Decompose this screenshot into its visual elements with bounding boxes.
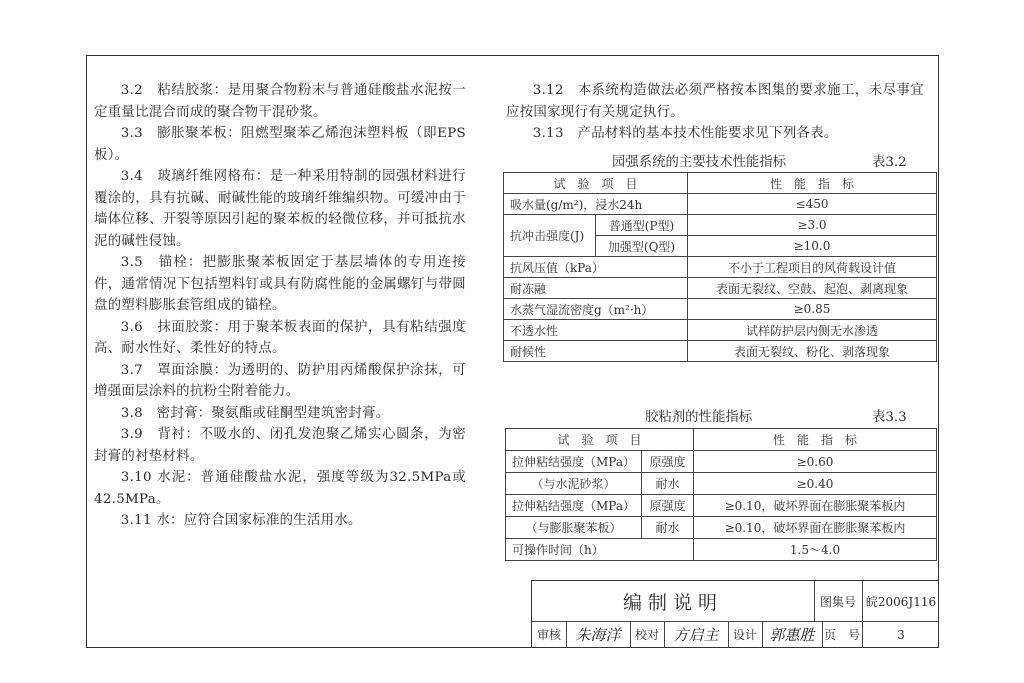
table-cell: 耐水 <box>642 473 694 495</box>
table-cell: 普通型(P型) <box>596 215 688 236</box>
table-cell: ≥0.85 <box>688 299 937 320</box>
table-3-2-caption: 园强系统的主要技术性能指标 <box>612 155 787 170</box>
table-row <box>506 539 937 561</box>
table-cell: 水蒸气湿流密度g（m²·h） <box>504 299 688 320</box>
table-cell: 不小于工程项目的风荷载设计值 <box>688 257 937 278</box>
table-row <box>504 215 937 236</box>
table-cell: 耐候性 <box>504 341 688 362</box>
table-cell: 表面无裂纹、粉化、剥落现象 <box>688 341 937 362</box>
table-row <box>504 320 937 341</box>
design-label: 设计 <box>728 621 763 648</box>
table-cell: （与水泥砂浆） <box>506 473 642 495</box>
table-3-2-number: 表3.2 <box>872 155 907 170</box>
check-label: 校对 <box>630 621 665 648</box>
table-cell: ≥0.60 <box>694 451 937 473</box>
table-cell: ≥3.0 <box>688 215 937 236</box>
page-number: 3 <box>897 627 905 642</box>
header-cell: 性 能 指 标 <box>694 429 937 451</box>
table-cell: 1.5～4.0 <box>694 539 937 561</box>
table-3-3 <box>505 428 937 561</box>
check-signature: 方启主 <box>664 621 729 648</box>
table-row <box>506 517 937 539</box>
title-block <box>531 580 939 648</box>
table-cell: 表面无裂纹、空鼓、起泡、剥离现象 <box>688 278 937 299</box>
table-row <box>504 194 937 215</box>
drawing-no-label: 图集号 <box>814 581 863 621</box>
table-row <box>506 495 937 517</box>
sheet-title: 编制说明 <box>532 581 815 621</box>
table-cell: 抗冲击强度(J) <box>504 215 596 257</box>
right-column <box>506 80 924 145</box>
drawing-no: 皖2006J116 <box>865 594 937 609</box>
para-3-13: 3.13 产品材料的基本技术性能要求见下列各表。 <box>532 126 838 141</box>
table-header-row <box>506 429 937 451</box>
header-cell: 试 验 项 目 <box>504 173 688 194</box>
para-3-9: 3.9 背衬：不吸水的、闭孔发泡聚乙烯实心圆条，为密封膏的衬垫材料。 <box>94 427 466 464</box>
page-label: 页 号 <box>822 621 863 648</box>
table-cell: ≥0.10，破坏界面在膨胀聚苯板内 <box>694 495 937 517</box>
table-cell: 原强度 <box>642 495 694 517</box>
table-cell: ≥10.0 <box>688 236 937 257</box>
table-3-2 <box>503 172 937 362</box>
para-3-2: 3.2 粘结胶浆：是用聚合物粉末与普通硅酸盐水泥按一定重量比混合而成的聚合物干混砂浆。 <box>94 83 466 120</box>
table-cell: 加强型(Q型) <box>596 236 688 257</box>
table-cell: 试样防护层内侧无水渗透 <box>688 320 937 341</box>
design-signature: 郭惠胜 <box>762 621 823 648</box>
para-3-11: 3.11 水：应符合国家标准的生活用水。 <box>120 513 362 528</box>
table-row <box>504 299 937 320</box>
table-cell: （与膨胀聚苯板） <box>506 517 642 539</box>
table-row <box>506 451 937 473</box>
table-row <box>504 257 937 278</box>
table-3-3-caption: 胶粘剂的性能指标 <box>645 410 753 425</box>
table-row <box>506 473 937 495</box>
table-cell: 耐水 <box>642 517 694 539</box>
left-column <box>94 80 466 532</box>
table-row <box>504 278 937 299</box>
table-cell: ≥0.40 <box>694 473 937 495</box>
table-cell: 原强度 <box>642 451 694 473</box>
table-cell: ≤450 <box>688 194 937 215</box>
para-3-3: 3.3 膨胀聚苯板：阻燃型聚苯乙烯泡沫塑料板（即EPS板）。 <box>94 126 466 163</box>
para-3-12: 3.12 本系统构造做法必须严格按本图集的要求施工，未尽事宜应按国家现行有关规定执行。 <box>506 83 924 120</box>
table-row <box>504 341 937 362</box>
para-3-7: 3.7 罩面涂膜：为透明的、防护用丙烯酸保护涂抹，可增强面层涂料的抗粉尘附着能力。 <box>94 362 466 399</box>
review-signature: 朱海洋 <box>566 621 631 648</box>
table-cell: 拉伸粘结强度（MPa） <box>506 495 642 517</box>
header-cell: 试 验 项 目 <box>506 429 694 451</box>
table-cell: 抗风压值（kPa） <box>504 257 688 278</box>
table-cell: ≥0.10，破坏界面在膨胀聚苯板内 <box>694 517 937 539</box>
table-cell: 可操作时间（h） <box>506 539 694 561</box>
para-3-6: 3.6 抹面胶浆：用于聚苯板表面的保护，具有粘结强度高、耐水性好、柔性好的特点。 <box>94 319 466 356</box>
review-label: 审核 <box>532 621 567 648</box>
table-cell: 拉伸粘结强度（MPa） <box>506 451 642 473</box>
table-cell: 耐冻融 <box>504 278 688 299</box>
table-3-3-number: 表3.3 <box>872 410 907 425</box>
table-cell: 不透水性 <box>504 320 688 341</box>
para-3-5: 3.5 锚栓：把膨胀聚苯板固定于基层墙体的专用连接件，通常情况下包括塑料钉或具有防腐性能的金属螺钉与带圆盘的塑料膨胀套管组成的锚栓。 <box>94 255 466 313</box>
para-3-4: 3.4 玻璃纤维网格布：是一种采用特制的园强材料进行覆涂的，具有抗碱、耐碱性能的玻璃纤维编织物。可缓冲由于墙体位移、开裂等原因引起的聚苯板的轻微位移，并可抵抗水泥的碱性侵蚀。 <box>94 169 466 249</box>
table-header-row <box>504 173 937 194</box>
table-cell: 吸水量(g/m²)，浸水24h <box>504 194 688 215</box>
para-3-10: 3.10 水泥：普通硅酸盐水泥，强度等级为32.5MPa或42.5MPa。 <box>94 470 466 507</box>
header-cell: 性 能 指 标 <box>688 173 937 194</box>
para-3-8: 3.8 密封膏：聚氨酯或硅酮型建筑密封膏。 <box>120 405 390 421</box>
